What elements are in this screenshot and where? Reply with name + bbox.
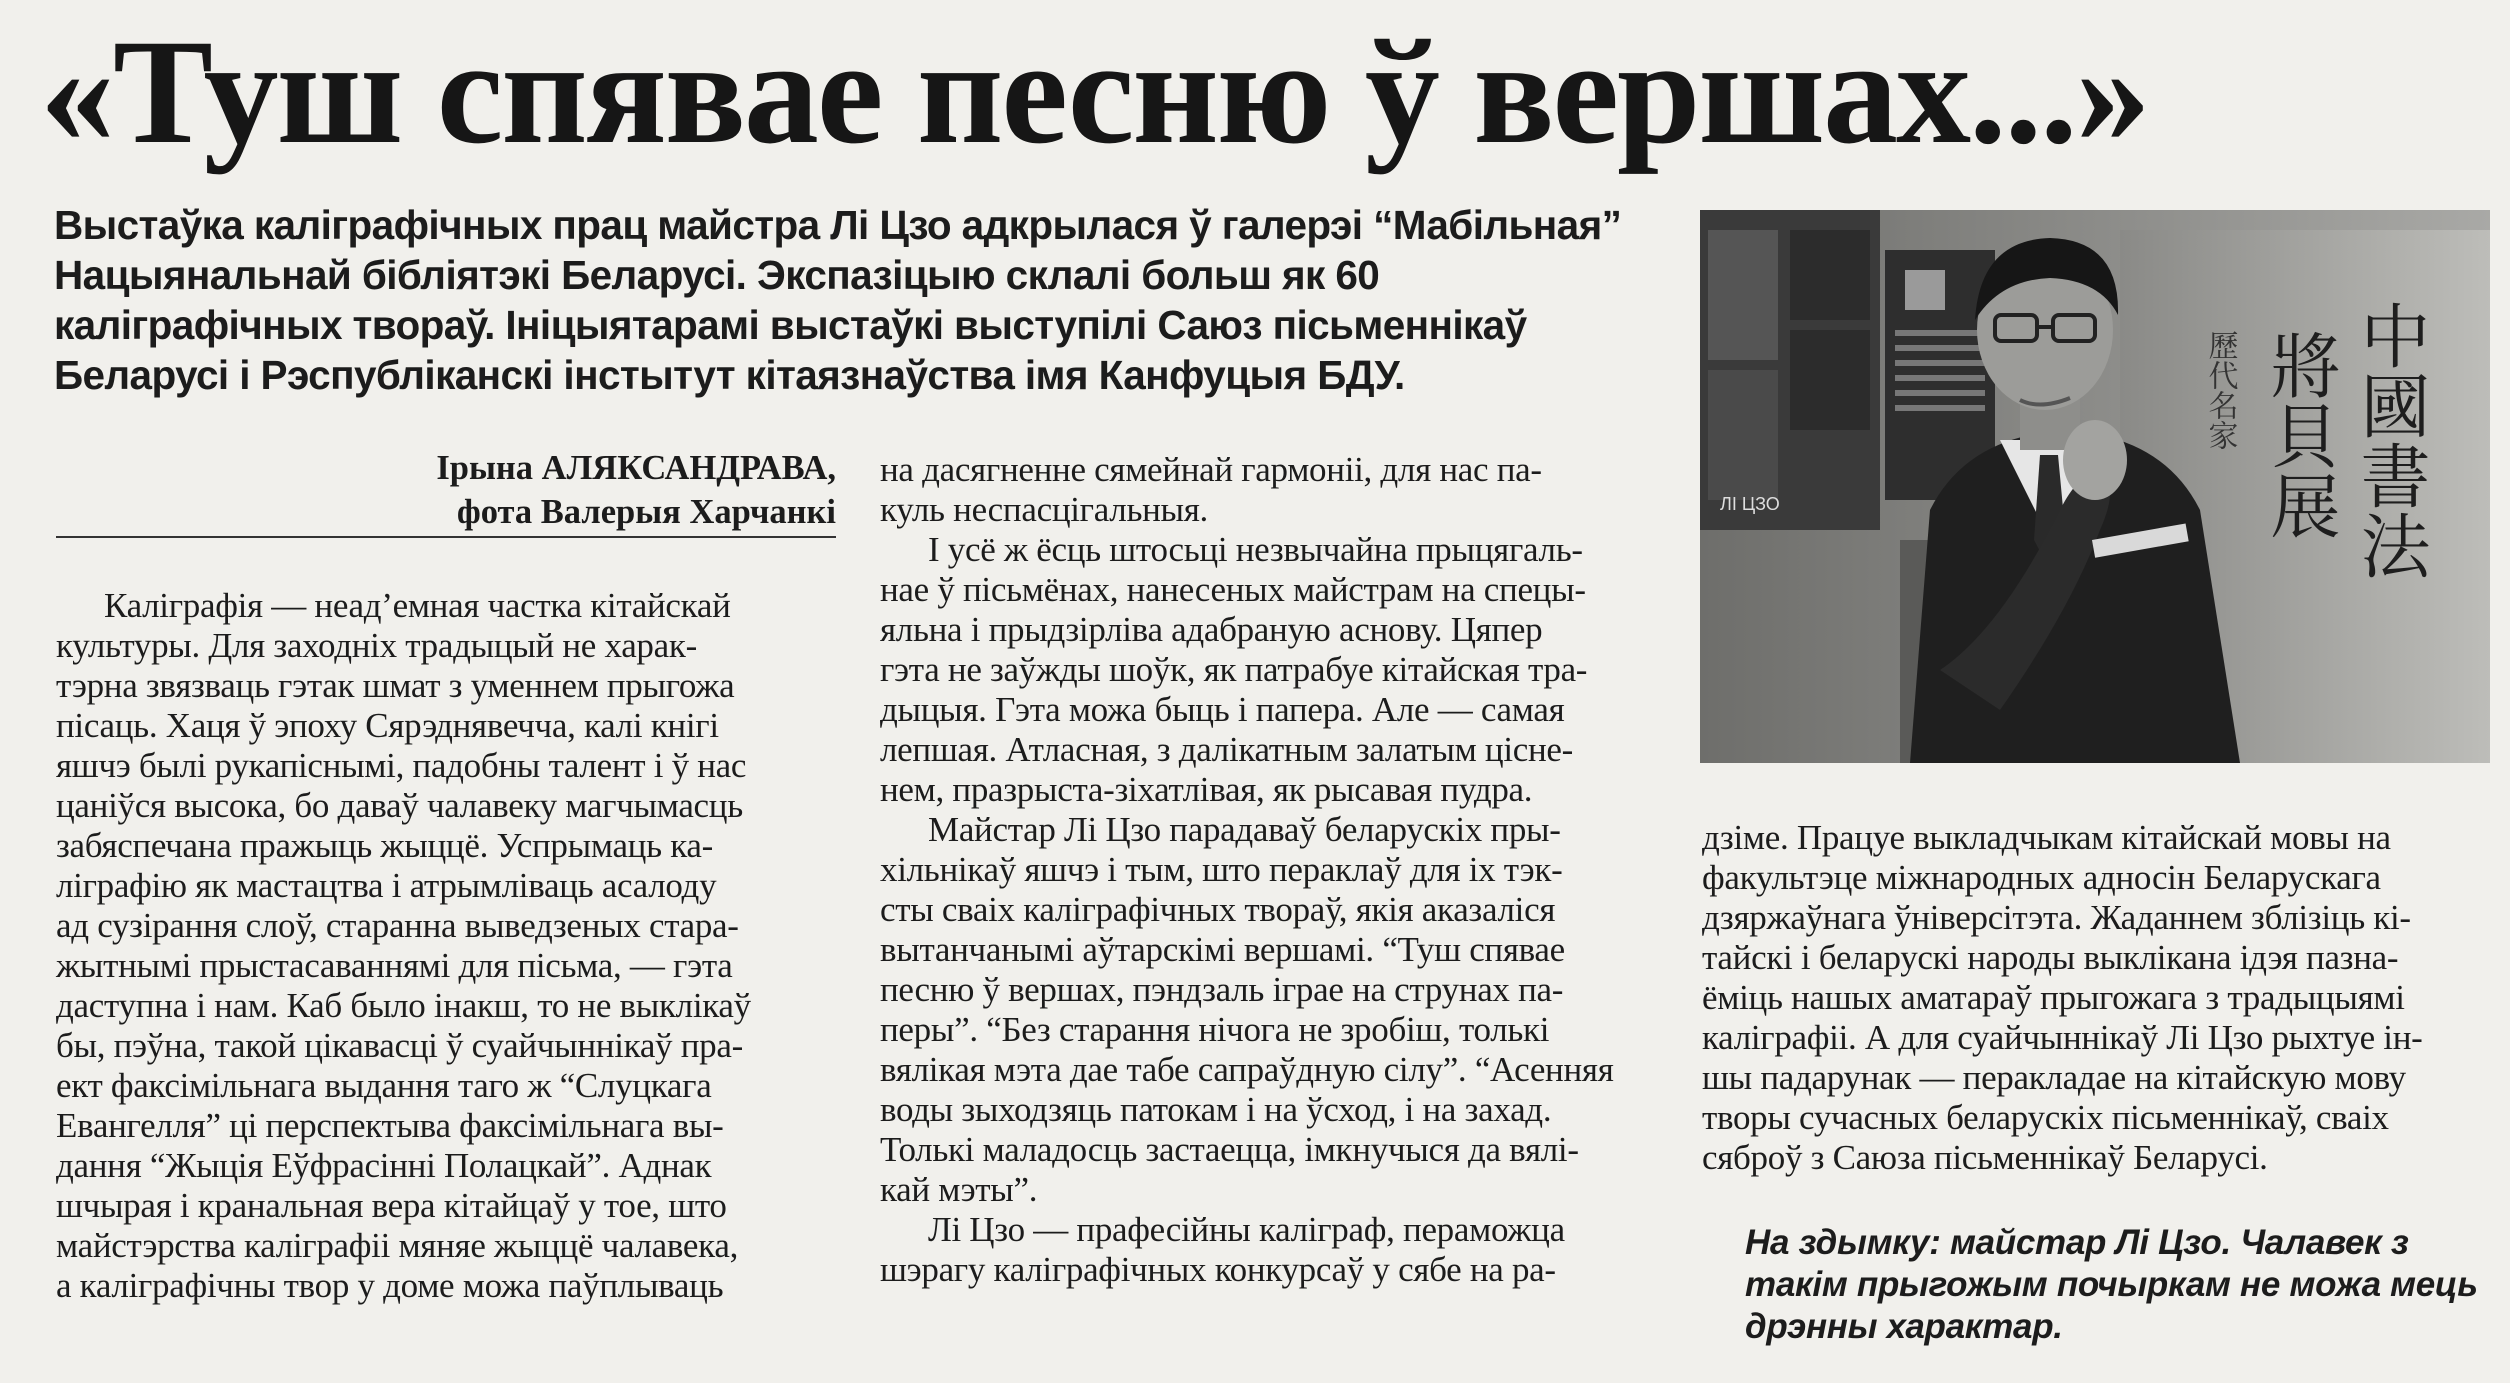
text-line: гэта не заўжды шоўк, як патрабуе кітайская тра- [880, 650, 1588, 689]
calligraphy-text: 將貝展 [2259, 330, 2341, 540]
panel-title: ЛІ ЦЗО [1720, 494, 1780, 514]
text-line: майстэрства каліграфіі мяняе жыццё чалавека, [56, 1226, 739, 1265]
text-line: культуры. Для заходніх традыцый не харак- [56, 626, 697, 665]
text-line: песню ў вершах, пэндзаль іграе на струнах па- [880, 970, 1564, 1009]
photo-illustration [1700, 210, 2490, 763]
text-line: факультэце міжнародных адносін Беларускага [1702, 858, 2381, 897]
text-line: яшчэ былі рукапіснымі, падобны талент і ў нас [56, 746, 747, 785]
lead-line: Беларусі і Рэспубліканскі інстытут кітаязнаўства імя Канфуцыя БДУ. [54, 352, 1405, 398]
text-line: хільнікаў яшчэ і тым, што пераклаў для іх тэк- [880, 850, 1563, 889]
text-line: дыцыя. Гэта можа быць і папера. Але — самая [880, 690, 1565, 729]
caption-line: дрэнны характар. [1745, 1307, 2063, 1346]
text-line: шчырая і кранальная вера кітайцаў у тое, што [56, 1186, 727, 1225]
text-line: на дасягненне сямейнай гармоніі, для нас па- [880, 450, 1542, 489]
text-line: даступна і нам. Каб было інакш, то не выклікаў [56, 986, 751, 1025]
text-column-3 [1702, 818, 2492, 1178]
lead-line: Выстаўка каліграфічных прац майстра Лі Цзо адкрылася ў галерэі “Мабільная” [54, 202, 1622, 248]
text-line: творы сучасных беларускіх пісьменнікаў, сваіх [1702, 1098, 2389, 1137]
text-line: перы”. “Без старання нічога не зробіш, толькі [880, 1010, 1550, 1049]
text-line: дзіме. Працуе выкладчыкам кітайскай мовы на [1702, 818, 2391, 857]
text-column-2 [880, 450, 1660, 1290]
text-line: сяброў з Саюза пісьменнікаў Беларусі. [1702, 1138, 2268, 1177]
text-line: шы падарунак — перакладае на кітайскую мову [1702, 1058, 2406, 1097]
headline: «Туш спявае песню ў вершах...» [40, 9, 2149, 175]
text-line: тэрна звязваць гэтак шмат з уменнем прыгожа [56, 666, 735, 705]
text-line: дання “Жыція Еўфрасінні Полацкай”. Аднак [56, 1146, 712, 1185]
lead-line: Нацыянальнай бібліятэкі Беларусі. Экспазіцыю склалі больш як 60 [54, 252, 1380, 298]
text-line: І усё ж ёсць штосьці незвычайна прыцягаль- [928, 530, 1583, 569]
calligraphy-text: 中國書法 [2349, 300, 2431, 580]
caption-line: На здымку: майстар Лі Цзо. Чалавек з [1745, 1223, 2409, 1262]
text-line: ад сузірання слоў, старанна выведзеных стара- [56, 906, 739, 945]
text-line: воды зыходзяць патокам і на ўсход, і на захад. [880, 1090, 1552, 1129]
text-line: а каліграфічны твор у доме можа паўплываць [56, 1266, 724, 1305]
text-line: дзяржаўнага ўніверсітэта. Жаданнем зблізіць кі- [1702, 898, 2411, 937]
caption-line: такім прыгожым почыркам не можа мець [1745, 1265, 2478, 1304]
text-line: кай мэты”. [880, 1170, 1038, 1209]
calligraphy-text: 歷代名家 [2202, 330, 2238, 450]
lead-line: каліграфічных твораў. Ініцыятарамі выстаўкі выступілі Саюз пісьменнікаў [54, 302, 1527, 348]
text-line: сты сваіх каліграфічных твораў, якія аказаліся [880, 890, 1556, 929]
text-line: цаніўся высока, бо даваў чалавеку магчымасць [56, 786, 743, 825]
text-line: тайскі і беларускі народы выклікана ідэя пазна- [1702, 938, 2399, 977]
text-line: пісаць. Хаця ў эпоху Сярэднявечча, калі кнігі [56, 706, 719, 745]
text-line: нем, празрыста-зіхатлівая, як рысавая пудра. [880, 770, 1533, 809]
text-line: бы, пэўна, такой цікавасці ў суайчыннікаў пра- [56, 1026, 743, 1065]
text-line: Майстар Лі Цзо парадаваў беларускіх пры- [928, 810, 1561, 849]
text-line: каліграфіі. А для суайчыннікаў Лі Цзо рыхтуе ін- [1702, 1018, 2423, 1057]
text-line: лепшая. Атласная, з далікатным залатым цісне- [880, 730, 1574, 769]
text-line: Лі Цзо — прафесійны каліграф, пераможца [928, 1210, 1565, 1249]
article-photo [1700, 210, 2490, 763]
text-column-1 [56, 586, 838, 1306]
text-line: яльна і прыдзірліва адабраную аснову. Цяпер [880, 610, 1543, 649]
text-line: Каліграфія — неад’емная частка кітайскай [104, 586, 731, 625]
author-name: Ірына АЛЯКСАНДРАВА, [436, 449, 836, 487]
text-line: жытнымі прыстасаваннямі для пісьма, — гэта [56, 946, 733, 985]
text-line: Толькі маладосць застаецца, імкнучыся да вялі- [880, 1130, 1579, 1169]
byline [56, 446, 836, 538]
photo-credit: фота Валерыя Харчанкі [456, 493, 836, 531]
text-line: шэрагу каліграфічных конкурсаў у сябе на ра- [880, 1250, 1556, 1289]
text-line: забяспечана пражыць жыццё. Успрымаць ка- [56, 826, 713, 865]
photo-caption [1745, 1222, 2505, 1348]
text-line: нае ў пісьмёнах, нанесеных майстрам на спецы- [880, 570, 1586, 609]
text-line: куль неспасцігальныя. [880, 490, 1208, 529]
text-line: вытанчанымі аўтарскімі вершамі. “Туш спявае [880, 930, 1565, 969]
lead-paragraph [54, 200, 1654, 400]
text-line: Евангелля” ці перспектыва факсімільнага вы- [56, 1106, 724, 1145]
text-line: ект факсімільнага выдання таго ж “Слуцкага [56, 1066, 712, 1105]
text-line: ёміць нашых аматараў прыгожага з традыцыямі [1702, 978, 2405, 1017]
text-line: вялікая мэта дае табе сапраўдную сілу”. “Асенняя [880, 1050, 1614, 1089]
text-line: ліграфію як мастацтва і атрымліваць асалоду [56, 866, 717, 905]
